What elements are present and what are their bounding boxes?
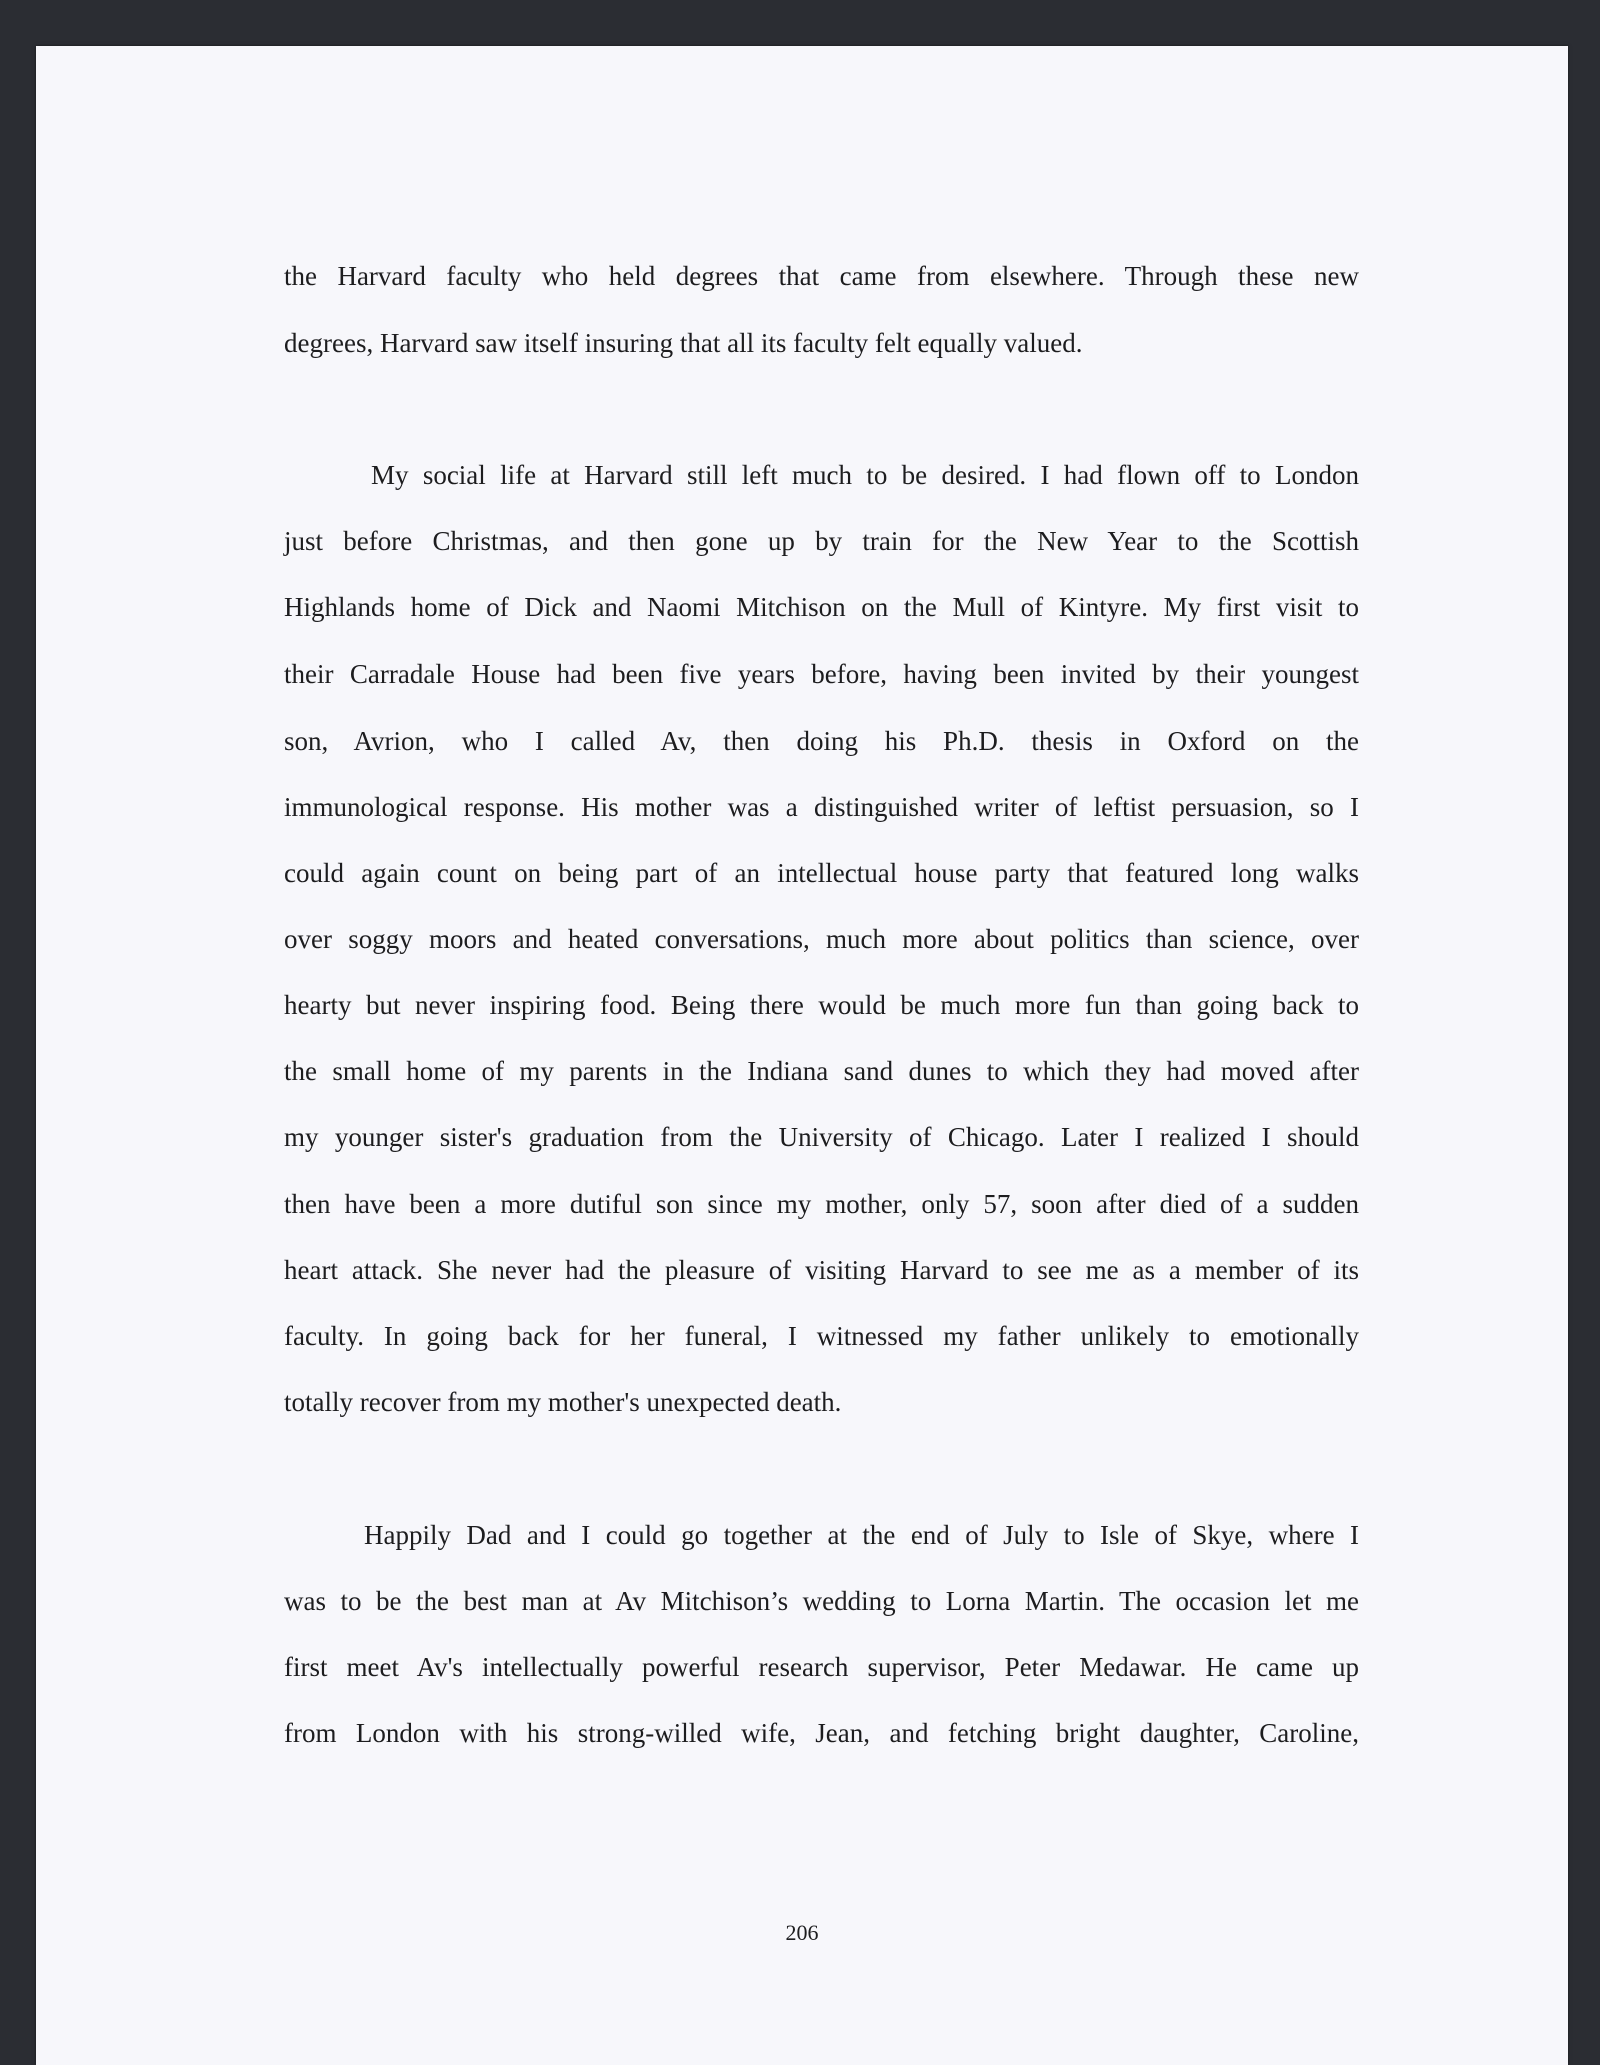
text-line: my younger sister's graduation from the University of Chicago. Later I realized I should	[284, 1122, 1359, 1152]
text-line: was to be the best man at Av Mitchison’s wedding to Lorna Martin. The occasion let me	[284, 1586, 1359, 1616]
text-line: Happily Dad and I could go together at the end of July to Isle of Skye, where I	[364, 1520, 1359, 1550]
text-line: first meet Av's intellectually powerful research supervisor, Peter Medawar. He came up	[284, 1652, 1359, 1682]
text-line: My social life at Harvard still left much to be desired. I had flown off to London	[371, 460, 1359, 490]
text-line: son, Avrion, who I called Av, then doing his Ph.D. thesis in Oxford on the	[284, 726, 1359, 756]
manuscript-page	[36, 46, 1568, 2065]
text-line: could again count on being part of an intellectual house party that featured long walks	[284, 858, 1359, 888]
text-line: then have been a more dutiful son since my mother, only 57, soon after died of a sudden	[284, 1189, 1359, 1219]
text-line: heart attack. She never had the pleasure of visiting Harvard to see me as a member of its	[284, 1255, 1359, 1285]
text-line: totally recover from my mother's unexpected death.	[284, 1387, 842, 1417]
text-line: hearty but never inspiring food. Being there would be much more fun than going back to	[284, 990, 1359, 1020]
text-line: their Carradale House had been five years before, having been invited by their youngest	[284, 659, 1359, 689]
text-line: from London with his strong-willed wife, Jean, and fetching bright daughter, Caroline,	[284, 1718, 1359, 1748]
page-number: 206	[785, 1920, 819, 1945]
text-line: immunological response. His mother was a distinguished writer of leftist persuasion, so I	[284, 792, 1359, 822]
text-line: degrees, Harvard saw itself insuring that all its faculty felt equally valued.	[284, 328, 1083, 358]
text-line: faculty. In going back for her funeral, I witnessed my father unlikely to emotionally	[284, 1321, 1359, 1351]
text-line: Highlands home of Dick and Naomi Mitchison on the Mull of Kintyre. My first visit to	[284, 592, 1359, 622]
text-line: the Harvard faculty who held degrees that came from elsewhere. Through these new	[284, 261, 1359, 291]
text-line: over soggy moors and heated conversations, much more about politics than science, over	[284, 924, 1359, 954]
text-line: just before Christmas, and then gone up by train for the New Year to the Scottish	[284, 526, 1359, 556]
text-line: the small home of my parents in the Indiana sand dunes to which they had moved after	[284, 1056, 1359, 1086]
